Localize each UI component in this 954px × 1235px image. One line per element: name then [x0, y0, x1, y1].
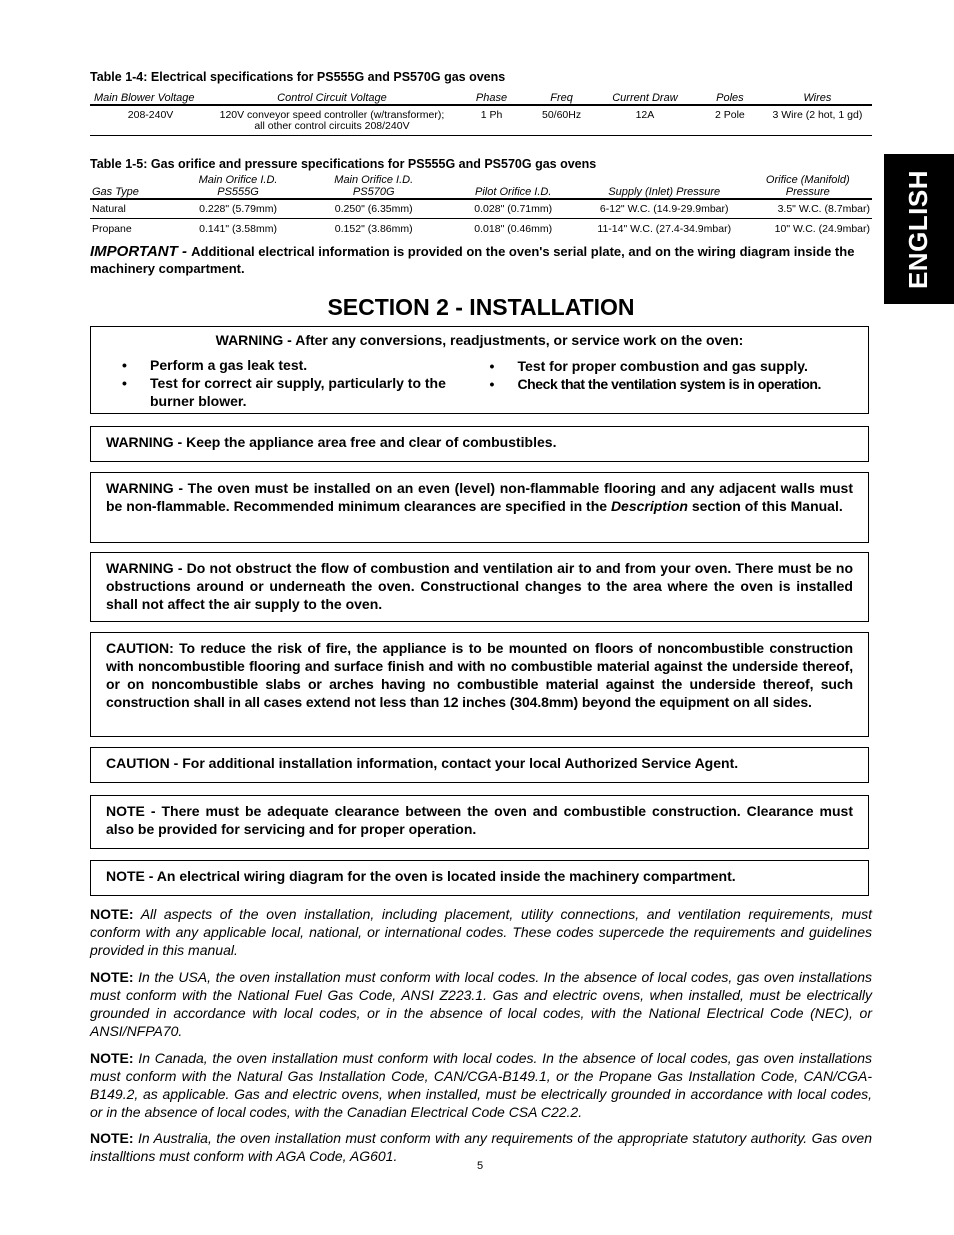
cell-pilot: 0.018" (0.46mm) [474, 223, 553, 235]
bullet-icon: • [489, 376, 495, 392]
cell-poles: 2 Pole [697, 105, 763, 136]
note-label: NOTE: [90, 1130, 134, 1146]
col-orifice-pressure [744, 174, 872, 199]
electrical-spec-table [90, 92, 872, 136]
col-ps570g-line2: PS570G [352, 186, 395, 198]
table-row [90, 105, 872, 136]
cell-current: 12A [593, 105, 697, 136]
cell-ps570: 0.250" (6.35mm) [306, 199, 442, 219]
cell-orifice: 3.5" W.C. (8.7mbar) [744, 199, 872, 219]
important-note [90, 243, 872, 277]
note-label: NOTE: [90, 969, 134, 985]
bullet-icon: • [122, 357, 127, 373]
bullets-right [474, 356, 853, 410]
cell-phase: 1 Ph [453, 105, 530, 136]
cell-gas: Natural [90, 199, 170, 219]
list-item [474, 357, 853, 375]
note-label: NOTE: [90, 1050, 134, 1066]
cell-orifice: 10" W.C. (24.9mbar) [774, 223, 870, 235]
cell-ps555: 0.228" (5.79mm) [170, 199, 306, 219]
warning-flooring-text [106, 479, 853, 515]
warning-bullets [106, 356, 853, 410]
col-ps570g [306, 174, 442, 199]
col-orifice-line1: Orifice (Manifold) [765, 174, 850, 186]
col-ps555g-line2: PS555G [217, 186, 259, 198]
language-tab-label: ENGLISH [903, 169, 934, 289]
note-usa [90, 968, 872, 1040]
warning-airflow-text: WARNING - Do not obstruct the flow of combustion and ventilation air to and from your oven. There must be no obstructions around or underneath the oven. Constructional changes to the area where the oven is installed shall not affect the air supply to the oven. [106, 560, 853, 612]
section-title: SECTION 2 - INSTALLATION [327, 294, 635, 320]
col-ps570g-line1: Main Orifice I.D. [334, 174, 414, 186]
note-text: In the USA, the oven installation must conform with local codes. In the absence of local codes, gas oven installations must conform with the National Fuel Gas Code, ANSI Z223.1. Gas and electric ovens, when installed, must be electrically grounded in accordance with local codes, or in the absence of local codes, with the National Electrical Code (NEC), or ANSI/NFPA70. [90, 969, 872, 1039]
col-main-blower-voltage: Main Blower Voltage [90, 92, 211, 105]
cell-control-line2: all other control circuits 208/240V [254, 120, 410, 132]
col-gas-type: Gas Type [90, 174, 170, 199]
col-pilot-orifice: Pilot Orifice I.D. [442, 174, 585, 199]
bullet-text: Perform a gas leak test. [150, 357, 308, 373]
language-tab [884, 154, 954, 304]
caution-service-agent-text: CAUTION - For additional installation information, contact your local Authorized Service Agent. [106, 755, 739, 771]
page-number: 5 [477, 1160, 484, 1172]
warning-combustibles-box [90, 426, 869, 462]
bullet-text: Check that the ventilation system is in operation. [517, 376, 821, 392]
warning-flooring-italic: Description [610, 498, 688, 514]
warning-service-title: WARNING - After any conversions, readjustments, or service work on the oven: [215, 332, 744, 348]
list-item [106, 374, 474, 410]
cell-freq: 50/60Hz [530, 105, 593, 136]
warning-flooring-box [90, 472, 869, 543]
col-current-draw: Current Draw [593, 92, 697, 105]
note-clearance-box [90, 795, 869, 849]
page-content [90, 0, 872, 1235]
note-canada [90, 1049, 872, 1121]
cell-ps555: 0.141" (3.58mm) [199, 223, 277, 235]
col-control-circuit-voltage: Control Circuit Voltage [211, 92, 453, 105]
important-text: Additional electrical information is provided on the oven's serial plate, and on the wiring diagram inside the machinery compartment. [90, 244, 855, 276]
caution-fire-box [90, 632, 869, 737]
list-item [474, 375, 853, 393]
warning-flooring-part1: WARNING - The oven must be installed on an even (level) non-flammable flooring and any adjacent walls must be non-flammable. Recommended minimum clearances are specified in the [106, 480, 853, 514]
note-clearance-text: NOTE - There must be adequate clearance between the oven and combustible construction. Clearance must also be provided for servicing and for proper operation. [106, 803, 853, 837]
col-supply-pressure: Supply (Inlet) Pressure [585, 174, 744, 199]
cell-gas: Propane [92, 223, 132, 235]
col-phase: Phase [453, 92, 530, 105]
cell-control-line1: 120V conveyor speed controller (w/transformer); [219, 109, 445, 121]
col-ps555g-line1: Main Orifice I.D. [198, 174, 278, 186]
note-wiring-box [90, 860, 869, 896]
table5-caption: Table 1-5: Gas orifice and pressure specifications for PS555G and PS570G gas ovens [90, 157, 597, 171]
important-lead: IMPORTANT - [90, 243, 192, 260]
note-label: NOTE: [90, 906, 134, 922]
bullets-left [106, 356, 474, 410]
cell-pilot: 0.028" (0.71mm) [442, 199, 585, 219]
col-orifice-line2: Pressure [785, 186, 830, 198]
cell-supply: 11-14" W.C. (27.4-34.9mbar) [597, 223, 732, 235]
bullet-text: Test for correct air supply, particularly to the burner blower. [150, 375, 446, 409]
warning-service-box [90, 326, 869, 414]
caution-service-agent-box [90, 747, 869, 783]
gas-orifice-table [90, 174, 872, 236]
note-wiring-text: NOTE - An electrical wiring diagram for the oven is located inside the machinery compartment. [106, 868, 736, 884]
bullet-icon: • [489, 358, 495, 374]
col-freq: Freq [530, 92, 593, 105]
table4-caption: Table 1-4: Electrical specifications for PS555G and PS570G gas ovens [90, 70, 506, 84]
table-row [90, 219, 872, 237]
list-item [106, 356, 474, 374]
col-ps555g [170, 174, 306, 199]
cell-control [211, 105, 453, 136]
cell-wires: 3 Wire (2 hot, 1 gd) [763, 105, 872, 136]
bullet-text: Test for proper combustion and gas supply. [517, 358, 808, 374]
col-poles: Poles [697, 92, 763, 105]
warning-flooring-part2: section of this Manual. [687, 498, 843, 514]
warning-combustibles-text: WARNING - Keep the appliance area free and clear of combustibles. [106, 434, 557, 450]
note-text: In Australia, the oven installation must conform with any requirements of the appropriate statutory authority. Gas oven installtions must conform with AGA Code, AG601. [90, 1130, 872, 1164]
caution-fire-text: CAUTION: To reduce the risk of fire, the appliance is to be mounted on floors of noncombustible construction with noncombustible flooring and surface finish and with no combustible material against the underside thereof, or on noncombustible slabs or arches having no combustible material against the underside thereof, such construction shall in all cases extend not less than 12 inches (304.8mm) beyond the equipment on all sides. [106, 640, 853, 710]
col-wires: Wires [763, 92, 872, 105]
warning-airflow-box [90, 552, 869, 622]
note-text: All aspects of the oven installation, including placement, utility connections, and ventilation requirements, must conform with any applicable local, national, or international codes. These codes supercede the requirements and guidelines provided in this manual. [90, 906, 872, 958]
bullet-icon: • [122, 375, 127, 391]
cell-voltage: 208-240V [90, 105, 211, 136]
note-codes [90, 905, 872, 959]
cell-ps570: 0.152" (3.86mm) [334, 223, 413, 235]
note-text: In Canada, the oven installation must conform with local codes. In the absence of local codes, gas oven installations must conform with the Natural Gas Installation Code, CAN/CGA-B149.1, or the Propane Gas Installation Code, CAN/CGA-B149.2, as applicable. Gas and electric ovens, when installed, must be electrically grounded in accordance with local codes, or in the absence of local codes, with the Canadian Electrical Code CSA C22.2. [90, 1050, 872, 1120]
table-row [90, 199, 872, 219]
cell-supply: 6-12" W.C. (14.9-29.9mbar) [585, 199, 744, 219]
